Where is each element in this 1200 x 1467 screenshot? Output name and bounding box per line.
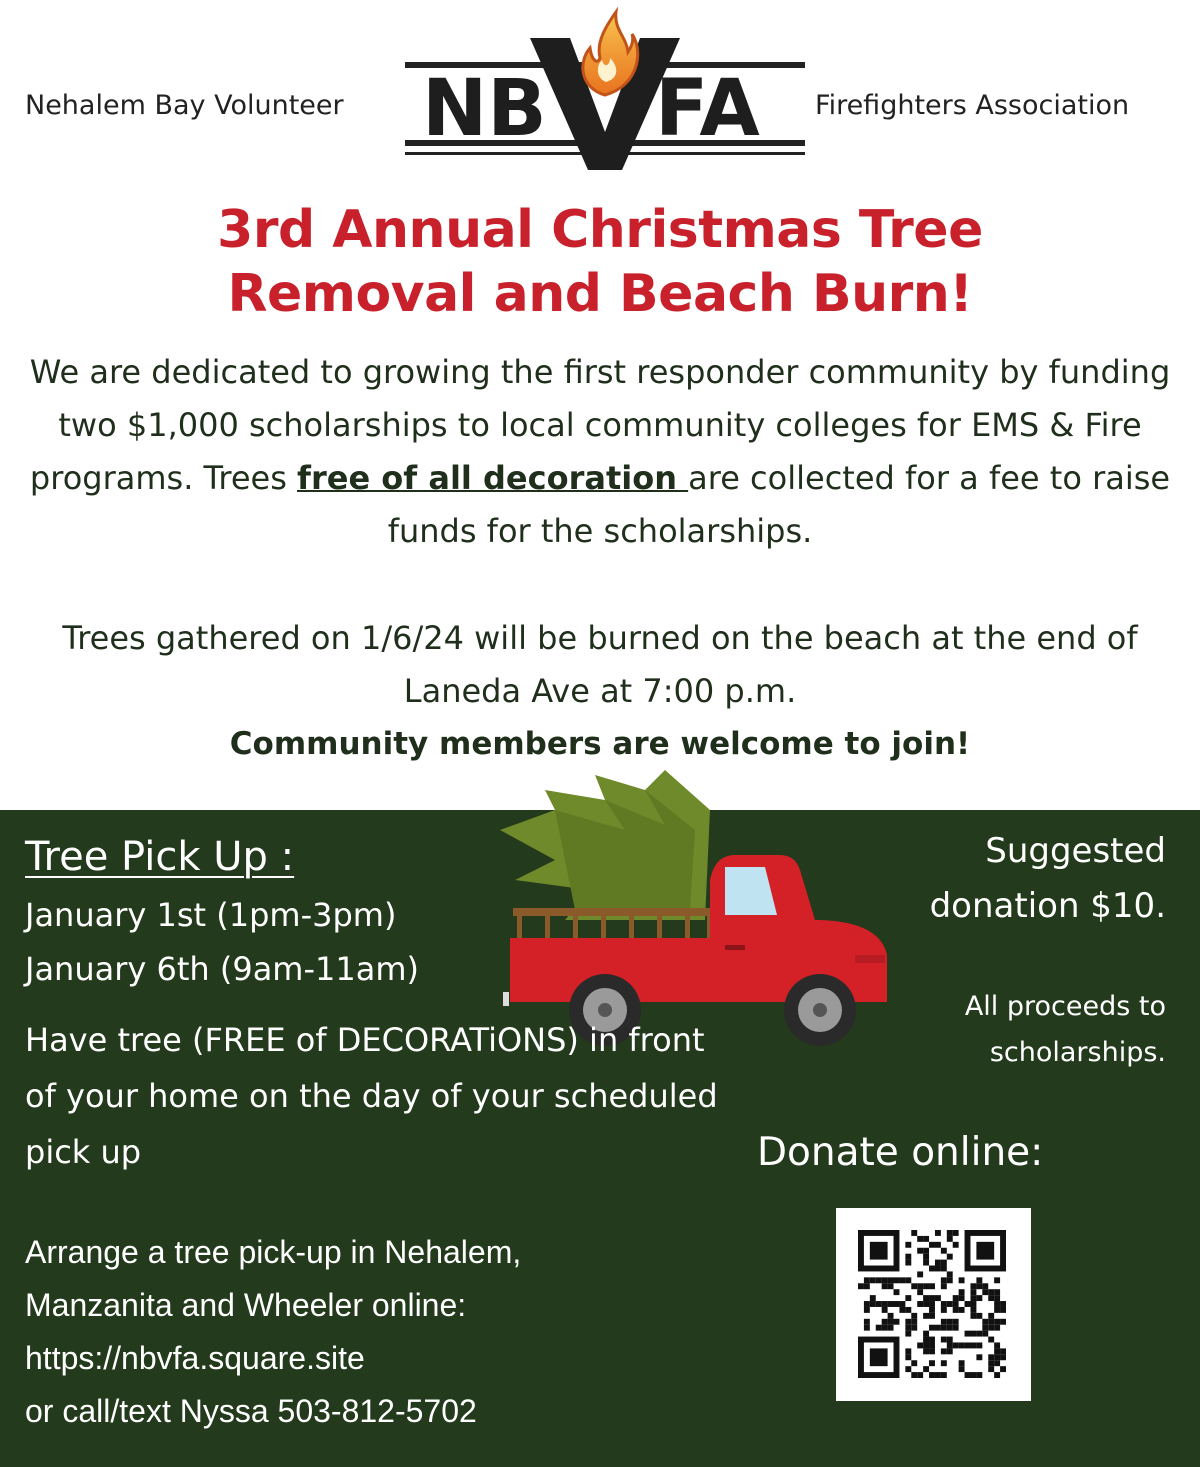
qr-code[interactable] [836,1208,1031,1401]
burn-details: Trees gathered on 1/6/24 will be burned on the beach at the end of Laneda Ave at 7:00 p.m. [62,619,1138,710]
suggested-line-2: donation $10. [929,886,1166,926]
org-name-right: Firefighters Association [815,90,1130,121]
intro-paragraph [0,346,1200,558]
pickup-date-1: January 1st (1pm-3pm) [25,896,397,934]
qr-code-icon [858,1230,1006,1378]
wheel [784,974,856,1046]
arrange-line-1: Arrange a tree pick-up in Nehalem, [25,1234,522,1270]
pickup-instructions: Have tree (FREE of DECORATiONS) in front of your home on the day of your scheduled pick up [25,1021,718,1171]
logo-text-fa: FA [655,64,760,154]
arrange-line-2: Manzanita and Wheeler online: [25,1287,467,1323]
suggested-line-1: Suggested [985,831,1166,871]
pickup-date-2: January 6th (9am-11am) [25,950,419,988]
christmas-tree-icon [500,770,710,920]
headline-line-1: 3rd Annual Christmas Tree [217,200,983,260]
decoration-emphasis: free of all decoration [297,459,689,497]
proceeds-note [866,984,1166,1076]
proceeds-line-1: All proceeds to [964,991,1166,1022]
headline-line-2: Removal and Beach Burn! [227,264,973,324]
org-name-left: Nehalem Bay Volunteer [25,90,344,121]
nbvfa-logo [400,0,810,175]
donate-online-label: Donate online: [757,1130,1044,1175]
logo-text-nb: NB [422,64,547,154]
event-headline [0,198,1200,326]
intro-text-end: are collected for a fee to raise funds for the scholarships. [387,459,1171,550]
phone-contact[interactable]: or call/text Nyssa 503-812-5702 [25,1393,477,1429]
website-link[interactable]: https://nbvfa.square.site [25,1340,365,1376]
welcome-text: Community members are welcome to join! [229,726,971,762]
intro-text: We are dedicated to growing the first responder community by funding two $1,000 scholarships to local community colleges for EMS & Fire programs. Trees [29,353,1171,497]
arrange-pickup [25,1226,745,1438]
proceeds-line-2: scholarships. [989,1037,1166,1068]
pickup-title: Tree Pick Up : [25,834,295,880]
suggested-donation [866,824,1166,934]
pickup-panel [0,810,1200,1467]
